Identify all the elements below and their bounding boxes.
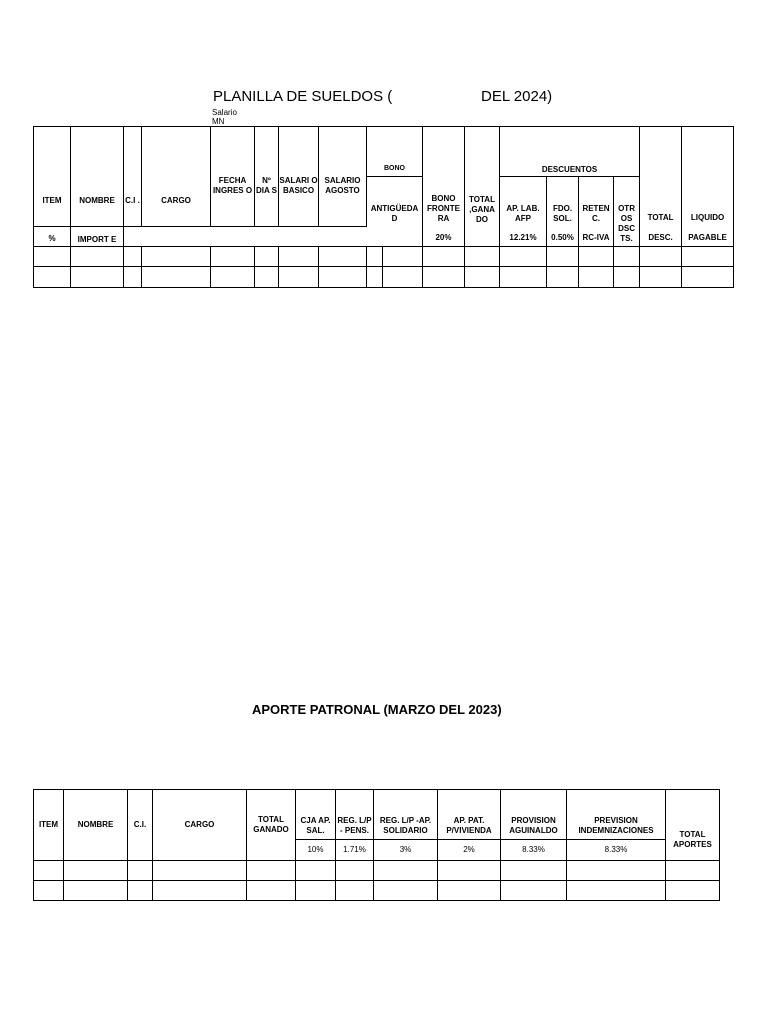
col-cargo: CARGO (142, 127, 211, 227)
ap-reg-lp-solidario-pct: 3% (374, 840, 438, 861)
ap-prevision-indemn-pct: 8.33% (567, 840, 666, 861)
group-descuentos: DESCUENTOS (500, 127, 640, 177)
col-ci: C.I . (124, 127, 142, 227)
planilla-title-right: DEL 2024) (481, 88, 553, 105)
col-bono-frontera (423, 127, 465, 247)
ap-col-item: ITEM (34, 790, 64, 861)
ap-ap-pat-vivienda-pct: 2% (438, 840, 501, 861)
col-salario-agosto: SALARIO AGOSTO (319, 127, 367, 227)
col-fdo-sol (547, 177, 579, 247)
fdo-sol-pct: 0.50% (551, 233, 574, 242)
ap-col-ci: C.I. (128, 790, 153, 861)
ap-col-total-ganado: TOTAL GANADO (247, 790, 296, 861)
planilla-title-left: PLANILLA DE SUELDOS ( (213, 88, 393, 105)
table-row (34, 267, 734, 288)
ap-col-nombre: NOMBRE (64, 790, 128, 861)
salario-note-line2: MN (212, 117, 225, 126)
col-retenc (579, 177, 614, 247)
bono-frontera-label: BONO FRONTE RA (427, 194, 460, 223)
ap-lab-afp-label: AP. LAB. AFP (506, 204, 540, 223)
table-row (34, 247, 734, 267)
salario-note (212, 108, 237, 126)
ap-provision-aguinaldo-pct: 8.33% (501, 840, 567, 861)
table-row (34, 881, 720, 901)
salario-note-line1: Salario (212, 108, 237, 117)
ap-col-total-aportes: TOTAL APORTES (666, 790, 720, 861)
ap-col-prevision-indemn: PREVISION INDEMNIZACIONES (567, 790, 666, 840)
ap-cja-ap-sal-pct: 10% (296, 840, 336, 861)
col-n-dias: Nº DIA S (255, 127, 279, 227)
col-salario-basico: SALARI O BASICO (279, 127, 319, 227)
planilla-table (33, 126, 734, 288)
total-desc-line1: TOTAL (647, 213, 674, 222)
antig-pct: % (34, 227, 71, 247)
ap-col-cja-ap-sal: CJA AP. SAL. (296, 790, 336, 840)
ap-col-reg-lp-pens: REG. L/P - PENS. (336, 790, 374, 840)
table-row (34, 861, 720, 881)
col-nombre: NOMBRE (71, 127, 124, 227)
col-total-ganado: TOTAL ,GANA DO (465, 127, 500, 247)
col-otros-dscts: OTR OS DSC TS. (614, 177, 640, 247)
col-total-desc (640, 127, 682, 247)
col-fecha-ingreso: FECHA INGRES O (211, 127, 255, 227)
aporte-title: APORTE PATRONAL (MARZO DEL 2023) (252, 702, 502, 717)
bono-frontera-pct: 20% (435, 233, 452, 242)
antig-importe: IMPORT E (71, 227, 124, 247)
ap-lab-afp-pct: 12.21% (509, 233, 537, 242)
ap-reg-lp-pens-pct: 1.71% (336, 840, 374, 861)
liquido-line2: PAGABLE (688, 233, 727, 242)
ap-col-reg-lp-solidario: REG. L/P -AP. SOLIDARIO (374, 790, 438, 840)
retenc-label: RETEN C. (582, 204, 610, 223)
fdo-sol-label: FDO. SOL. (552, 204, 573, 223)
ap-col-provision-aguinaldo: PROVISION AGUINALDO (501, 790, 567, 840)
retenc-sub: RC-IVA (582, 233, 610, 242)
total-desc-line2: DESC. (648, 233, 673, 242)
col-liquido (682, 127, 734, 247)
col-ap-lab-afp (500, 177, 547, 247)
ap-col-cargo: CARGO (153, 790, 247, 861)
col-antiguedad: ANTIGÜEDA D (367, 177, 423, 227)
liquido-line1: LIQUIDO (690, 213, 725, 222)
group-bono: BONO (367, 127, 423, 177)
ap-col-ap-pat-vivienda: AP. PAT. P/VIVIENDA (438, 790, 501, 840)
aporte-table (33, 789, 720, 901)
col-item: ITEM (34, 127, 71, 227)
